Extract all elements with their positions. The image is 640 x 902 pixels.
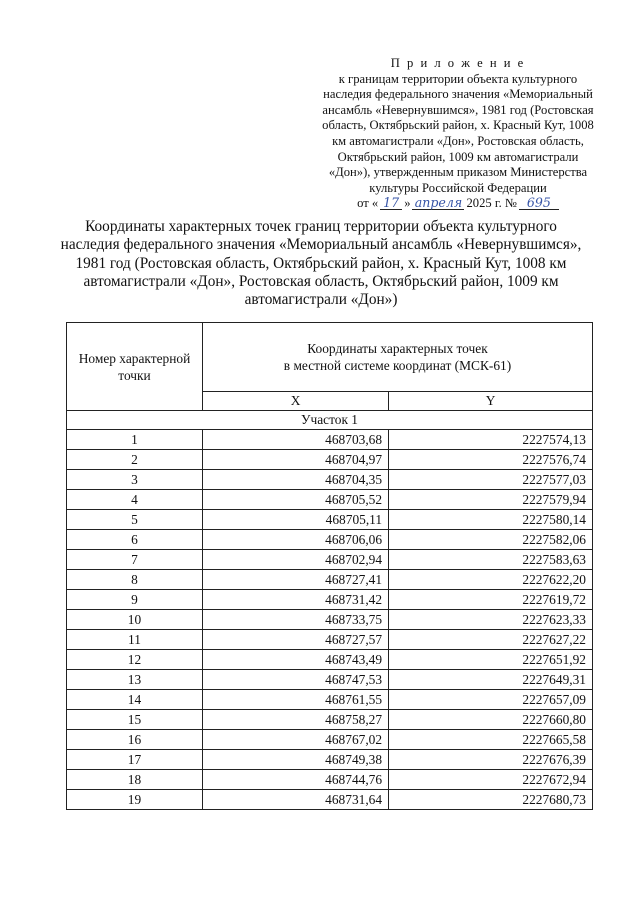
cell-y: 2227619,72 <box>389 590 593 610</box>
cell-x: 468731,42 <box>203 590 389 610</box>
cell-y: 2227579,94 <box>389 490 593 510</box>
cell-x: 468758,27 <box>203 710 389 730</box>
cell-n: 6 <box>67 530 203 550</box>
cell-y: 2227660,80 <box>389 710 593 730</box>
cell-y: 2227574,13 <box>389 430 593 450</box>
date-mid: » <box>404 196 411 211</box>
cell-n: 12 <box>67 650 203 670</box>
cell-y: 2227649,31 <box>389 670 593 690</box>
table-row <box>67 510 593 530</box>
cell-n: 16 <box>67 730 203 750</box>
cell-n: 17 <box>67 750 203 770</box>
table-row <box>67 590 593 610</box>
cell-y: 2227583,63 <box>389 550 593 570</box>
cell-y: 2227627,22 <box>389 630 593 650</box>
cell-y: 2227676,39 <box>389 750 593 770</box>
handwritten-month: апреля <box>412 196 464 210</box>
cell-n: 15 <box>67 710 203 730</box>
cell-n: 4 <box>67 490 203 510</box>
col-point-number-header: Номер характерной точки <box>67 323 203 411</box>
handwritten-order-number: 695 <box>519 196 559 210</box>
table-row <box>67 750 593 770</box>
cell-x: 468749,38 <box>203 750 389 770</box>
col-y-header: Y <box>389 392 593 411</box>
table-row <box>67 490 593 510</box>
appendix-body: к границам территории объекта культурного наследия федерального значения «Мемориальный ансамбль «Невернувшимся», 1981 год (Ростовская область, Октябрьский район, х. Красный Кут, 1008 км автомагистрали «Дон», Ростовская область, Октябрьский район, 1009 км автомагистрали «Дон»), утвержденным приказом Министерства культуры Российской Федерации <box>322 71 594 195</box>
cell-x: 468703,68 <box>203 430 389 450</box>
cell-x: 468767,02 <box>203 730 389 750</box>
cell-x: 468733,75 <box>203 610 389 630</box>
cell-n: 7 <box>67 550 203 570</box>
cell-y: 2227576,74 <box>389 450 593 470</box>
table-row <box>67 470 593 490</box>
cell-y: 2227623,33 <box>389 610 593 630</box>
handwritten-day: 17 <box>380 196 402 210</box>
cell-y: 2227582,06 <box>389 530 593 550</box>
cell-n: 14 <box>67 690 203 710</box>
cell-y: 2227651,92 <box>389 650 593 670</box>
cell-n: 8 <box>67 570 203 590</box>
table-row <box>67 610 593 630</box>
cell-n: 18 <box>67 770 203 790</box>
cell-y: 2227580,14 <box>389 510 593 530</box>
cell-x: 468704,35 <box>203 470 389 490</box>
table-row <box>67 730 593 750</box>
col-x-header: X <box>203 392 389 411</box>
cell-x: 468702,94 <box>203 550 389 570</box>
table-row <box>67 690 593 710</box>
cell-y: 2227657,09 <box>389 690 593 710</box>
table-row <box>67 570 593 590</box>
table-row <box>67 790 593 810</box>
cell-x: 468747,53 <box>203 670 389 690</box>
cell-x: 468731,64 <box>203 790 389 810</box>
coord-header-line1: Координаты характерных точек <box>307 341 488 356</box>
cell-x: 468761,55 <box>203 690 389 710</box>
coordinates-table <box>66 322 593 810</box>
table-row <box>67 650 593 670</box>
table-row <box>67 530 593 550</box>
table-row <box>67 630 593 650</box>
table-row <box>67 710 593 730</box>
cell-n: 2 <box>67 450 203 470</box>
cell-y: 2227622,20 <box>389 570 593 590</box>
table-row <box>67 450 593 470</box>
cell-x: 468706,06 <box>203 530 389 550</box>
appendix-title: П р и л о ж е н и е <box>390 56 526 70</box>
coord-header-line2: в местной системе координат (МСК-61) <box>283 358 512 373</box>
order-date-line <box>318 196 598 212</box>
cell-x: 468705,52 <box>203 490 389 510</box>
table-row <box>67 670 593 690</box>
cell-x: 468743,49 <box>203 650 389 670</box>
cell-n: 13 <box>67 670 203 690</box>
cell-x: 468704,97 <box>203 450 389 470</box>
cell-x: 468705,11 <box>203 510 389 530</box>
cell-x: 468727,57 <box>203 630 389 650</box>
cell-n: 9 <box>67 590 203 610</box>
cell-x: 468727,41 <box>203 570 389 590</box>
cell-n: 1 <box>67 430 203 450</box>
appendix-block <box>318 56 598 212</box>
cell-y: 2227680,73 <box>389 790 593 810</box>
col-coordinates-header <box>203 323 593 392</box>
cell-n: 11 <box>67 630 203 650</box>
table-row <box>67 770 593 790</box>
cell-n: 5 <box>67 510 203 530</box>
cell-n: 3 <box>67 470 203 490</box>
table-row <box>67 550 593 570</box>
table-row <box>67 430 593 450</box>
cell-y: 2227577,03 <box>389 470 593 490</box>
cell-y: 2227665,58 <box>389 730 593 750</box>
cell-n: 19 <box>67 790 203 810</box>
section-label: Участок 1 <box>67 411 593 430</box>
cell-y: 2227672,94 <box>389 770 593 790</box>
cell-n: 10 <box>67 610 203 630</box>
cell-x: 468744,76 <box>203 770 389 790</box>
date-prefix: от « <box>357 196 379 211</box>
document-heading: Координаты характерных точек границ территории объекта культурного наследия федерального значения «Мемориальный ансамбль «Невернувшимся», 1981 год (Ростовская область, Октябрьский район, х. Красный Кут, 1008 км автомагистрали «Дон», Ростовская область, Октябрьский район, 1009 км автомагистрали «Дон») <box>60 218 582 309</box>
year-text: 2025 г. № <box>466 196 517 211</box>
